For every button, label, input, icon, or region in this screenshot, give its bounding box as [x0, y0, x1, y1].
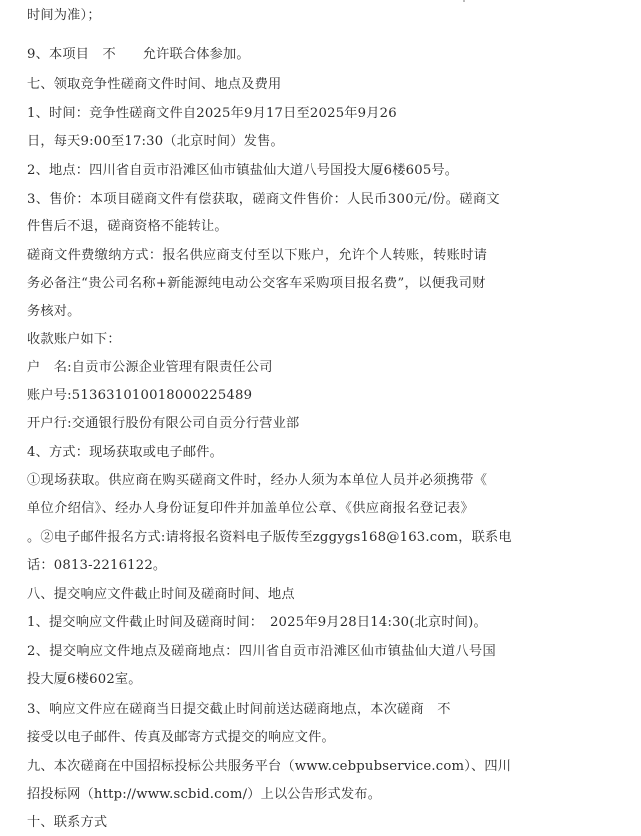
text-line-delivery: 3、响应文件应在磋商当日提交截止时间前送达磋商地点，本次磋商 不 — [27, 702, 451, 717]
section-heading-7: 七、领取竞争性磋商文件时间、地点及费用 — [27, 77, 282, 92]
text-line-account-number: 账户号:513631010018000225489 — [27, 388, 253, 403]
text-line-delivery-cont: 接受以电子邮件、传真及邮寄方式提交的响应文件。 — [27, 730, 335, 745]
text-line-phone: 话：0813-2216122。 — [27, 558, 167, 573]
text-line-consortium: 9、本项目 不 允许联合体参加。 — [27, 47, 250, 62]
scan-speck — [463, 0, 465, 2]
text-line-time-cont: 日，每天9:00至17:30（北京时间）发售。 — [27, 134, 284, 149]
text-line-price-cont: 件售后不退，磋商资格不能转让。 — [27, 219, 228, 234]
text-line-account-heading: 收款账户如下： — [27, 332, 121, 347]
section-heading-9: 九、本次磋商在中国招标投标公共服务平台（www.cebpubservice.com）、四川 — [27, 759, 512, 774]
text-line-submit-location-cont: 投大厦6楼602室。 — [27, 672, 142, 687]
text-line-deadline: 1、提交响应文件截止时间及磋商时间： 2025年9月28日14:30(北京时间)。 — [27, 615, 487, 630]
text-line-bank: 开户行:交通银行股份有限公司自贡分行营业部 — [27, 416, 300, 431]
text-line-email: 。②电子邮件报名方式:请将报名资料电子版传至zggygs168@163.com，联系电 — [27, 530, 512, 545]
text-line-onsite: ①现场获取。供应商在购买磋商文件时，经办人须为本单位人员并必须携带《 — [27, 473, 488, 488]
section-heading-10: 十、联系方式 — [27, 815, 108, 830]
text-line-payment-note-cont: 务核对。 — [27, 304, 81, 319]
text-line-onsite-cont: 单位介绍信》、经办人身份证复印件并加盖单位公章、《供应商报名登记表》 — [27, 501, 475, 516]
text-line-deadline-note: 时间为准）； — [27, 8, 101, 23]
section-heading-8: 八、提交响应文件截止时间及磋商时间、地点 — [27, 587, 295, 602]
text-line-publish: 招投标网（http://www.scbid.com/）上以公告形式发布。 — [27, 787, 382, 802]
text-line-price: 3、售价：本项目磋商文件有偿获取，磋商文件售价：人民币300元/份。磋商文 — [27, 192, 500, 207]
text-line-method: 4、方式：现场获取或电子邮件。 — [27, 445, 224, 460]
text-line-time: 1、时间：竞争性磋商文件自2025年9月17日至2025年9月26 — [27, 106, 397, 121]
text-line-account-name: 户 名:自贡市公源企业管理有限责任公司 — [27, 360, 273, 375]
text-line-payment-note: 务必备注“贵公司名称+新能源纯电动公交客车采购项目报名费”，以便我司财 — [27, 276, 486, 291]
text-line-submit-location: 2、提交响应文件地点及磋商地点：四川省自贡市沿滩区仙市镇盐仙大道八号国 — [27, 644, 497, 659]
text-line-payment-method: 磋商文件费缴纳方式：报名供应商支付至以下账户，允许个人转账，转账时请 — [27, 248, 488, 263]
text-line-location: 2、地点：四川省自贡市沿滩区仙市镇盐仙大道八号国投大厦6楼605号。 — [27, 163, 459, 178]
